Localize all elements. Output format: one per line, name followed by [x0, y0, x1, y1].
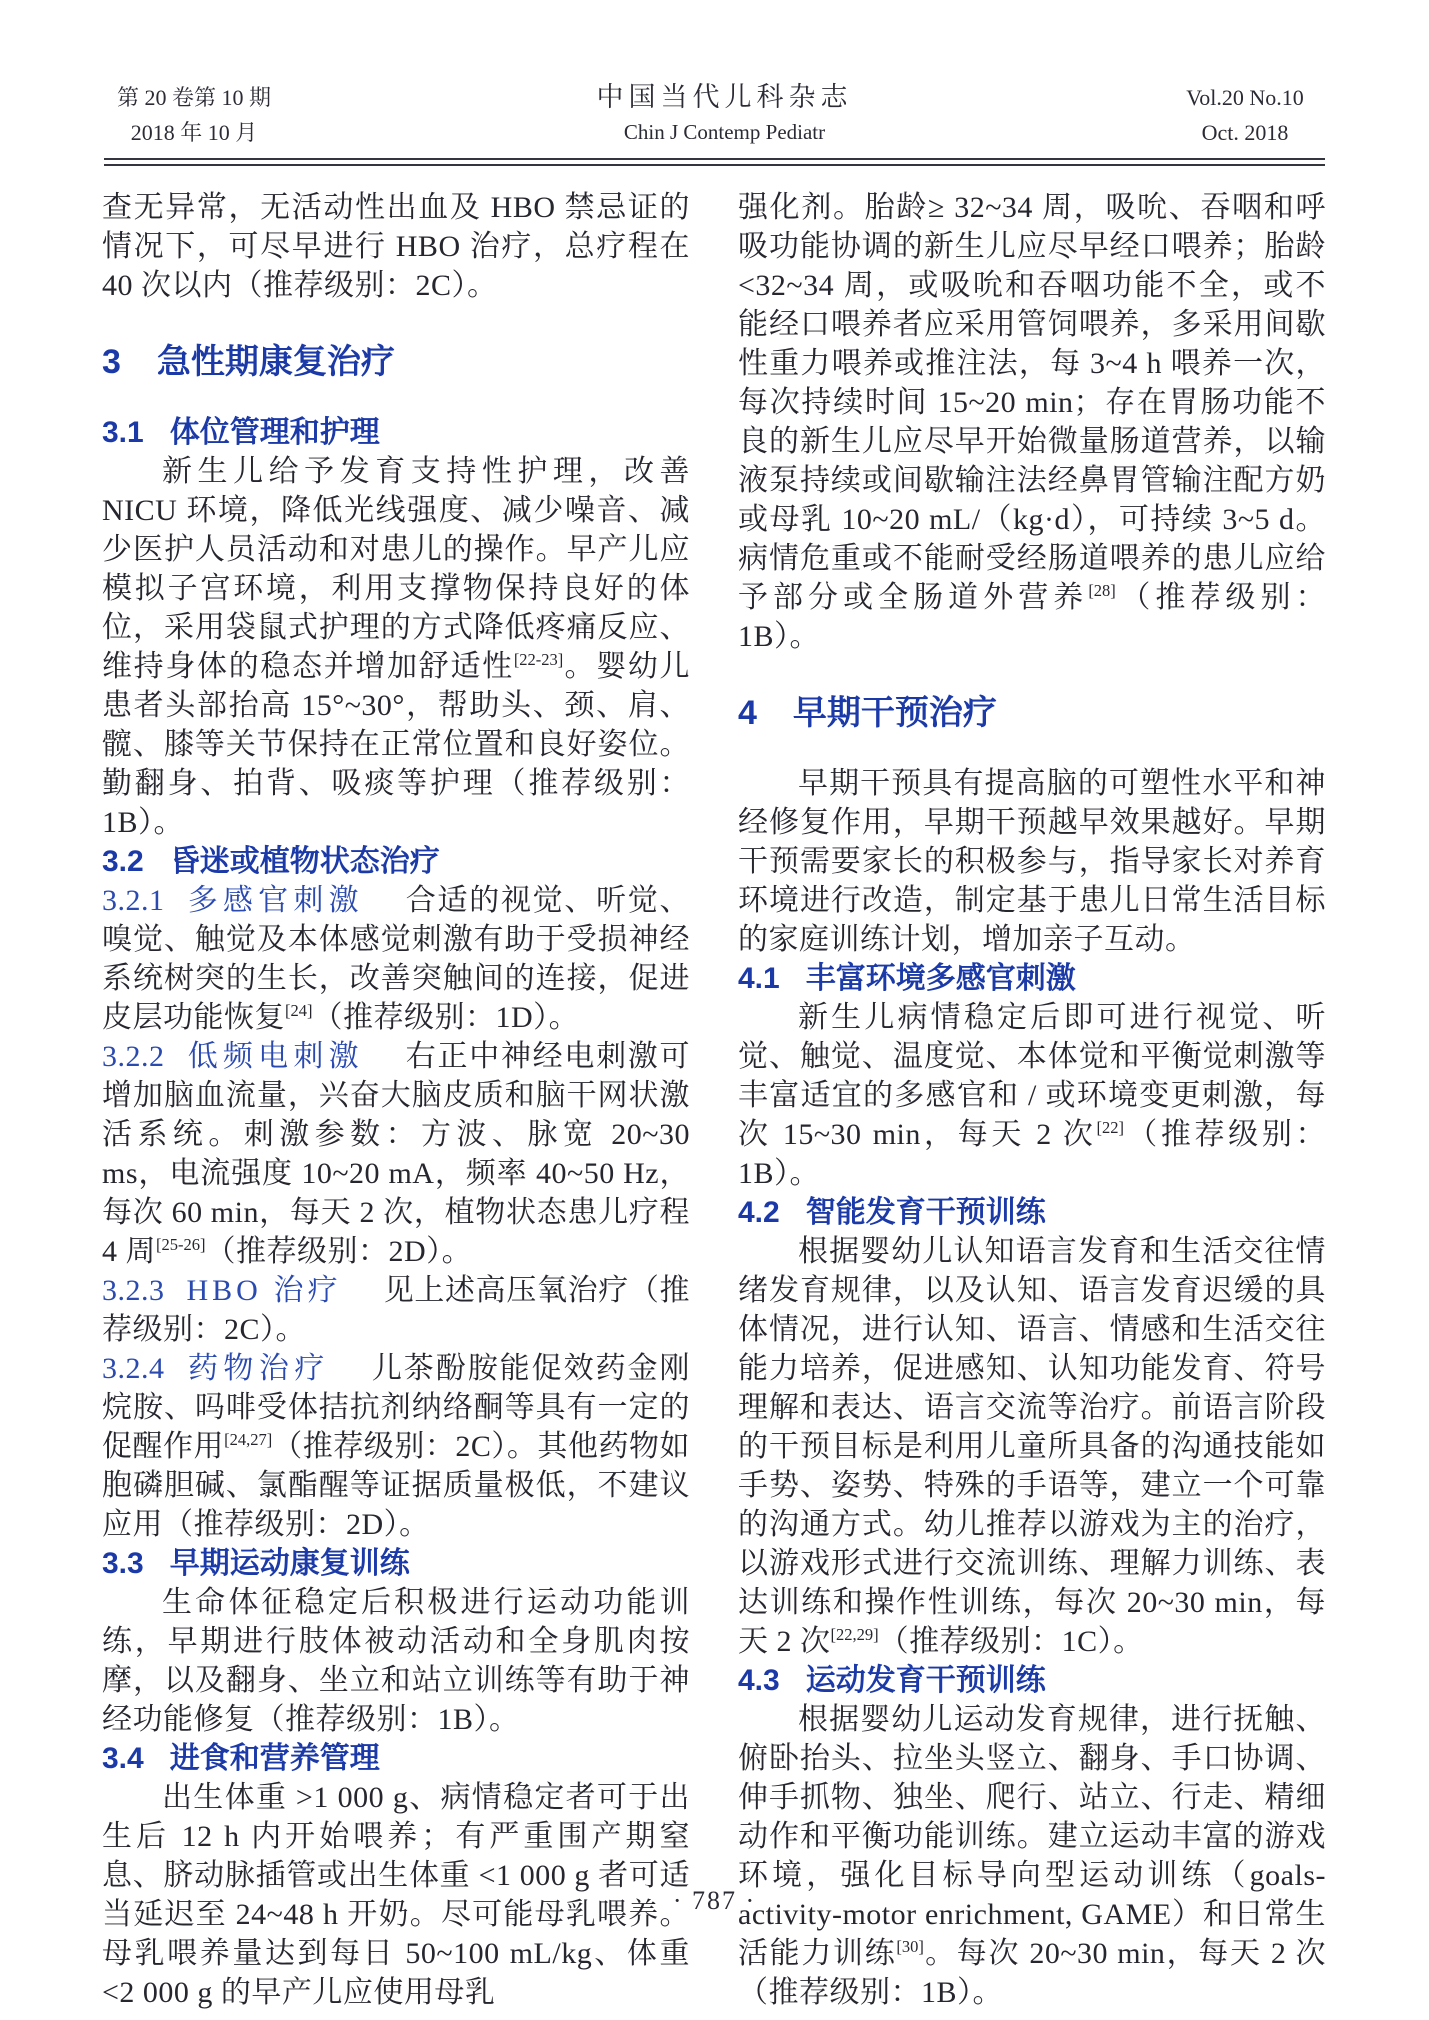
reference-superscript: [28] [1088, 581, 1116, 600]
subsection-number: 3.1 [102, 416, 144, 449]
subsection-number: 4.1 [738, 962, 780, 995]
subsection-title: 智能发育干预训练 [805, 1196, 1046, 1229]
text-run: 出生体重 >1 000 g、病情稳定者可于出生后 12 h 内开始喂养；有严重围产期窒息、脐动脉插管或出生体重 <1 000 g 者可适当延迟至 24~48 h 开奶。尽可能母乳喂养。母乳喂养量达到每日 50~100 mL/kg、体重 <2 000 g 的早产儿应使用母乳 [102, 1781, 690, 2009]
subsection-number: 3.2 [102, 845, 144, 878]
text-run: （推荐级别：1B）。 [738, 581, 1326, 653]
paragraph-4-2 [738, 1232, 1326, 1661]
journal-title-english: Chin J Contemp Pediatr [623, 120, 826, 144]
right-column [738, 188, 1326, 2012]
issue-volume-line: 第 20 卷第 10 期 [116, 85, 271, 110]
subsubsection-title: 低频电刺激 [186, 1040, 364, 1073]
paragraph-continuation [102, 188, 690, 305]
subsection-title: 体位管理和护理 [169, 416, 380, 449]
subsection-heading-3-2 [102, 842, 690, 881]
reference-superscript: [24] [285, 1001, 313, 1020]
reference-superscript: [22-23] [513, 650, 564, 669]
subsection-heading-3-3 [102, 1544, 690, 1583]
paragraph-3-2-2 [102, 1037, 690, 1271]
subsection-number: 3.3 [102, 1547, 144, 1580]
reference-superscript: [22] [1096, 1118, 1125, 1137]
paragraph-4-1 [738, 998, 1326, 1193]
text-run: （推荐级别：1C）。 [878, 1625, 1144, 1658]
text-run: 新生儿病情稳定后即可进行视觉、听觉、触觉、温度觉、本体觉和平衡觉刺激等丰富适宜的多感官和 / 或环境变更刺激，每次 15~30 min，每天 2 次 [738, 1001, 1326, 1151]
subsubsection-title: 药物治疗 [186, 1352, 330, 1385]
paragraph-3-1 [102, 452, 690, 842]
subsection-number: 4.2 [738, 1196, 780, 1229]
subsubsection-number: 3.2.1 [102, 884, 165, 917]
subsection-title: 运动发育干预训练 [805, 1664, 1046, 1697]
paragraph-continuation [738, 188, 1326, 656]
paragraph-3-2-1 [102, 881, 690, 1037]
paragraph-3-2-4 [102, 1349, 690, 1544]
text-run: （推荐级别：1B）。 [738, 1118, 1327, 1190]
subsection-heading-4-3 [738, 1661, 1326, 1700]
issue-date-line: 2018 年 10 月 [130, 120, 258, 145]
text-run: （推荐级别：2C）。其他药物如胞磷胆碱、氯酯醒等证据质量极低，不建议应用（推荐级别：2D）。 [102, 1430, 691, 1541]
header-volume-info [1165, 80, 1325, 150]
subsubsection-number: 3.2.3 [102, 1274, 165, 1307]
subsubsection-number: 3.2.2 [102, 1040, 165, 1073]
subsection-number: 3.4 [102, 1742, 144, 1775]
volume-number-line: Vol.20 No.10 [1186, 85, 1304, 110]
section-title: 急性期康复治疗 [156, 343, 395, 381]
text-run: 。婴幼儿患者头部抬高 15°~30°，帮助头、颈、肩、髋、膝等关节保持在正常位置和良好姿位。勤翻身、拍背、吸痰等护理（推荐级别：1B）。 [102, 650, 691, 839]
subsection-title: 丰富环境多感官刺激 [805, 962, 1076, 995]
subsection-heading-4-1 [738, 959, 1326, 998]
text-run: 见上述高压氧治疗（推荐级别：2C）。 [102, 1274, 691, 1346]
paragraph-3-2-3 [102, 1271, 690, 1349]
text-run: 新生儿给予发育支持性护理，改善 NICU 环境，降低光线强度、减少噪音、减少医护人员活动和对患儿的操作。早产儿应模拟子宫环境，利用支撑物保持良好的体位，采用袋鼠式护理的方式降低疼痛反应、维持身体的稳态并增加舒适性 [102, 455, 690, 683]
text-run: 根据婴幼儿运动发育规律，进行抚触、俯卧抬头、拉坐头竖立、翻身、手口协调、伸手抓物、独坐、爬行、站立、行走、精细动作和平衡功能训练。建立运动丰富的游戏环境，强化目标导向型运动训练（goals-activity-motor enrichment, GAME）和日常生活能力训练 [738, 1703, 1326, 1970]
subsubsection-title: 多感官刺激 [186, 884, 364, 917]
text-run: 右正中神经电刺激可增加脑血流量，兴奋大脑皮质和脑干网状激活系统。刺激参数：方波、脉宽 20~30 ms，电流强度 10~20 mA，频率 40~50 Hz，每次 60 min，每天 2 次，植物状态患儿疗程 4 周 [102, 1040, 691, 1268]
reference-superscript: [30] [896, 1937, 924, 1956]
paragraph-4-intro [738, 764, 1326, 959]
subsection-number: 4.3 [738, 1664, 780, 1697]
text-run: 早期干预具有提高脑的可塑性水平和神经修复作用，早期干预越早效果越好。早期干预需要家长的积极参与，指导家长对养育环境进行改造，制定基于患儿日常生活目标的家庭训练计划，增加亲子互动。 [738, 767, 1326, 956]
reference-superscript: [22,29] [830, 1625, 879, 1644]
subsection-title: 早期运动康复训练 [169, 1547, 410, 1580]
section-heading-4 [738, 692, 1326, 734]
volume-date-line: Oct. 2018 [1201, 120, 1289, 145]
text-run: （推荐级别：1D）。 [312, 1001, 580, 1034]
subsubsection-number: 3.2.4 [102, 1352, 165, 1385]
text-run: （推荐级别：2D）。 [205, 1235, 473, 1268]
section-title: 早期干预治疗 [792, 694, 997, 732]
text-run: 查无异常，无活动性出血及 HBO 禁忌证的情况下，可尽早进行 HBO 治疗，总疗程在 40 次以内（推荐级别：2C）。 [102, 191, 690, 302]
text-run: 生命体征稳定后积极进行运动功能训练，早期进行肢体被动活动和全身肌肉按摩，以及翻身、坐立和站立训练等有助于神经功能修复（推荐级别：1B）。 [102, 1586, 690, 1736]
journal-title-chinese: 中国当代儿科杂志 [596, 82, 853, 112]
subsection-heading-3-4 [102, 1739, 690, 1778]
text-run: 根据婴幼儿认知语言发育和生活交往情绪发育规律，以及认知、语言发育迟缓的具体情况，进行认知、语言、情感和生活交往能力培养，促进感知、认知功能发育、符号理解和表达、语言交流等治疗。前语言阶段的干预目标是利用儿童所具备的沟通技能如手势、姿势、特殊的手语等，建立一个可靠的沟通方式。幼儿推荐以游戏为主的治疗，以游戏形式进行交流训练、理解力训练、表达训练和操作性训练，每次 20~30 min，每天 2 次 [738, 1235, 1326, 1658]
header-double-rule [104, 158, 1325, 166]
paragraph-4-3 [738, 1700, 1326, 2012]
subsection-heading-3-1 [102, 413, 690, 452]
page-header [0, 0, 1429, 150]
section-number: 3 [102, 343, 121, 381]
subsection-title: 进食和营养管理 [169, 1742, 380, 1775]
header-journal-title [284, 80, 1165, 150]
subsubsection-text [102, 1040, 690, 1268]
article-body [0, 166, 1429, 2012]
text-run: 合适的视觉、听觉、嗅觉、触觉及本体感觉刺激有助于受损神经系统树突的生长，改善突触间的连接，促进皮层功能恢复 [102, 884, 691, 1034]
subsubsection-title: HBO 治疗 [186, 1274, 342, 1307]
section-heading-3 [102, 341, 690, 383]
section-number: 4 [738, 694, 757, 732]
subsection-title: 昏迷或植物状态治疗 [169, 845, 440, 878]
text-run: 。每次 20~30 min，每天 2 次（推荐级别：1B）。 [738, 1937, 1327, 2009]
paragraph-3-3 [102, 1583, 690, 1739]
header-issue-info [104, 80, 284, 150]
subsection-heading-4-2 [738, 1193, 1326, 1232]
reference-superscript: [25-26] [156, 1235, 206, 1254]
left-column [102, 188, 690, 2012]
reference-superscript: [24,27] [224, 1430, 273, 1449]
text-run: 强化剂。胎龄≥ 32~34 周，吸吮、吞咽和呼吸功能协调的新生儿应尽早经口喂养；胎龄 <32~34 周，或吸吮和吞咽功能不全，或不能经口喂养者应采用管饲喂养，多采用间歇性重力喂养或推注法，每 3~4 h 喂养一次，每次持续时间 15~20 min；存在胃肠功能不良的新生儿应尽早开始微量肠道营养，以输液泵持续或间歇输注法经鼻胃管输注配方奶或母乳 10~20 mL/（kg·d），可持续 3~5 d。病情危重或不能耐受经肠道喂养的患儿应给予部分或全肠道外营养 [738, 191, 1326, 614]
text-run: 儿茶酚胺能促效药金刚烷胺、吗啡受体拮抗剂纳络酮等具有一定的促醒作用 [102, 1352, 691, 1463]
page-number: · 787 · [672, 1886, 757, 1915]
